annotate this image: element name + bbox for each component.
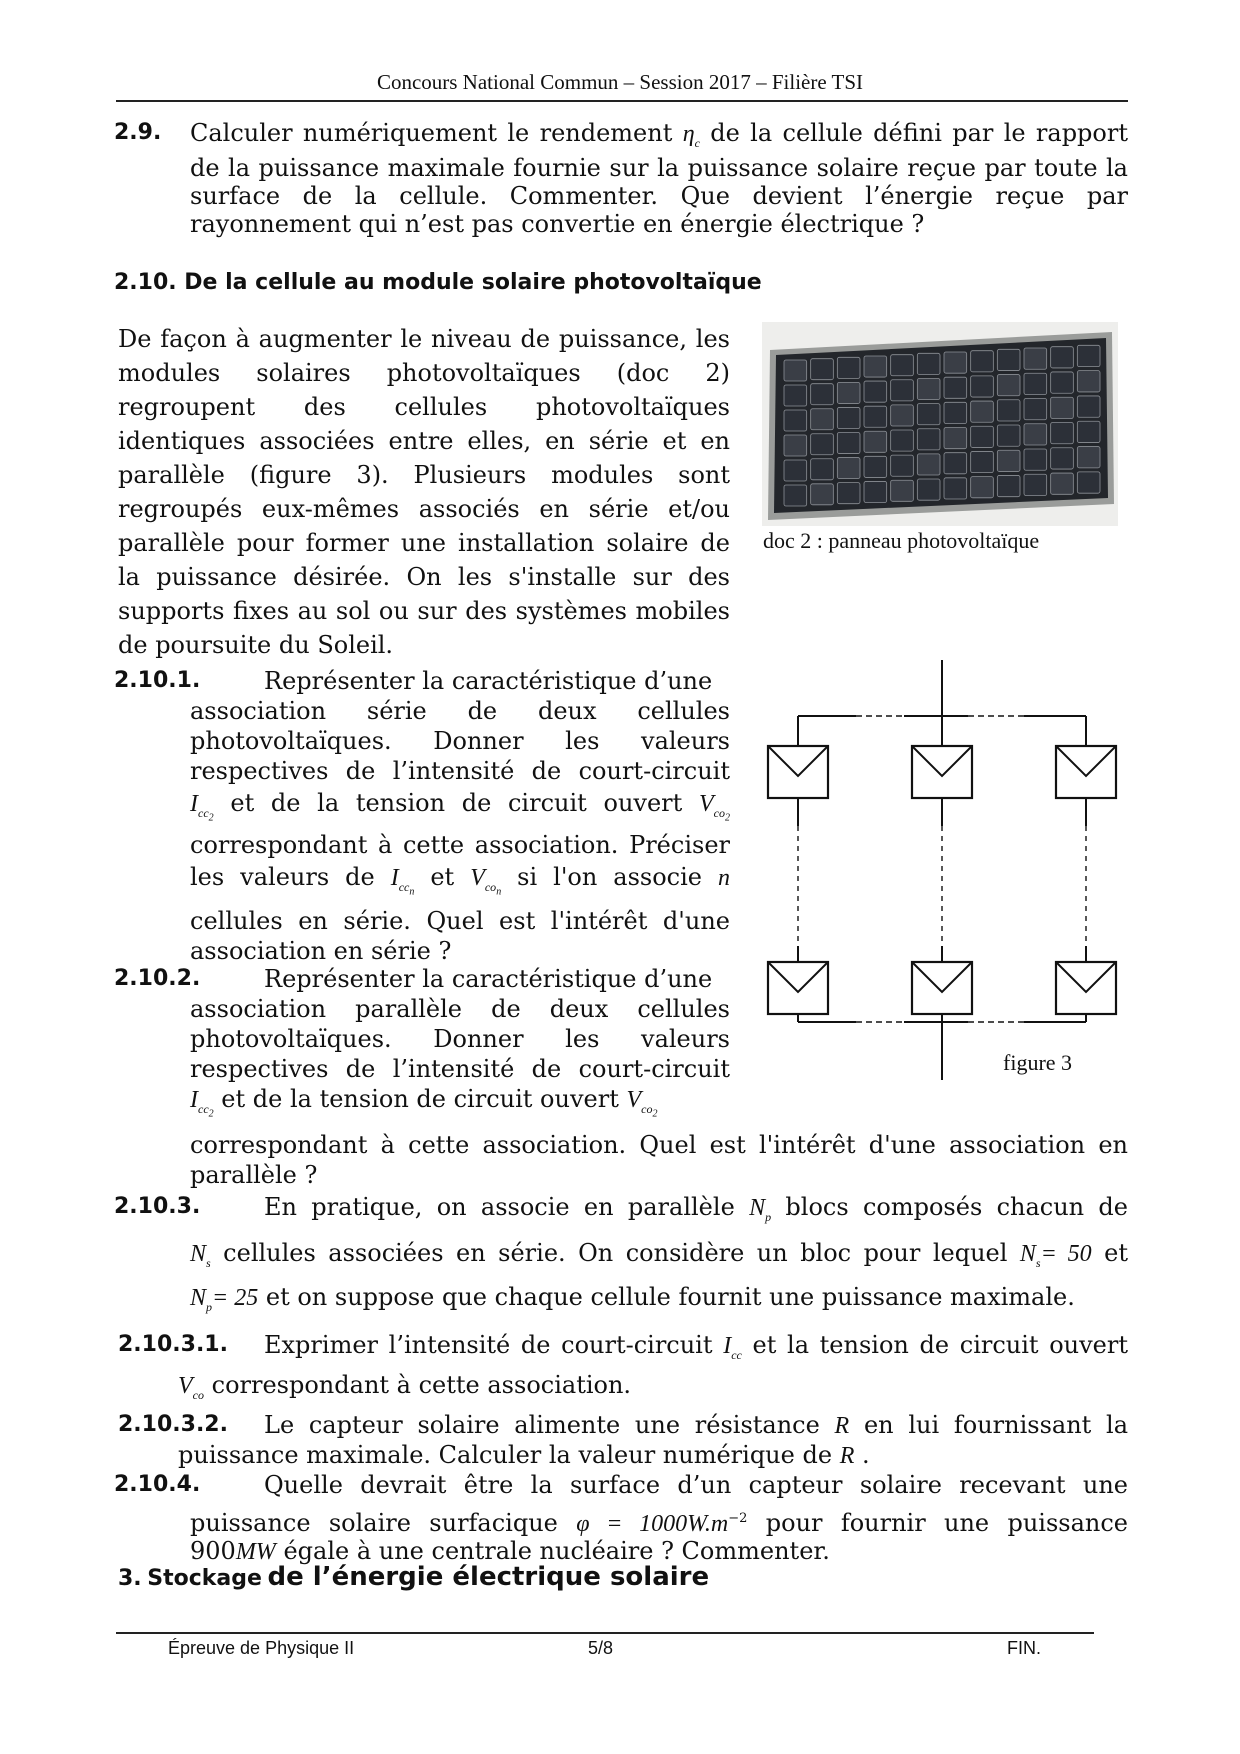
solar-cell [944,377,967,398]
solar-cell [1024,373,1047,394]
q2102-line6: correspondant à cette association. Quel est l'intérêt d'une association en [190,1131,1128,1159]
q2104-line1: Quelle devrait être la surface d’un capteur solaire recevant une [264,1471,1128,1499]
q2101-line8: cellules en série. Quel est l'intérêt d'une [190,907,730,935]
solar-cell [944,453,967,474]
q2102-line2: association parallèle de deux cellules [190,995,730,1023]
solar-cell [1077,371,1100,392]
q2101-number: 2.10.1. [114,668,201,693]
q2103-line2: $N_s$ cellules associées en série. On considère un bloc pour lequel $N_s= 50$ et [190,1239,1128,1270]
q2104-line2: puissance solaire surfacique $\varphi = 1000W.m^{-2}$ pour fournir une puissance [190,1509,1129,1537]
q2101-line3: photovoltaïques. Donner les valeurs [190,727,730,755]
q2101-line2: association série de deux cellules [190,697,730,725]
solar-cell [997,475,1020,496]
cell-branches [768,716,1116,1022]
solar-cell [944,402,967,423]
solar-cell [837,483,860,504]
q2101-line6: correspondant à cette association. Préciser [190,831,730,859]
solar-cell [864,481,887,502]
solar-cell [784,460,807,481]
q29-text: de la puissance maximale fournie sur la puissance solaire reçue par toute la surface de la cellule. Commenter. Que devient l’énergie reçue par rayonnement qui n’est pas convertie en énergie électrique ? [190,154,1128,238]
header-rule [116,100,1128,102]
q2102-line4: respectives de l’intensité de court-circuit [190,1055,730,1083]
figure-3-circuit [756,660,1136,1080]
solar-cell [837,458,860,479]
solar-cell [811,384,834,405]
figure3-caption: figure 3 [1003,1050,1073,1075]
solar-cell [917,378,940,399]
solar-cell [891,430,914,451]
q21032-line1: Le capteur solaire alimente une résistance R en lui fournissant la [264,1411,1129,1439]
doc2-caption: doc 2 : panneau photovoltaïque [763,528,1040,553]
solar-cell [811,434,834,455]
footer-right: FIN. [1007,1638,1041,1658]
q2102-number: 2.10.2. [114,966,201,991]
q2103-line1: En pratique, on associe en parallèle $N_p$ blocs composés chacun de [264,1193,1129,1224]
solar-cell [997,450,1020,471]
solar-cell [944,428,967,449]
solar-cell [891,480,914,501]
solar-cell [917,429,940,450]
solar-cell [997,425,1020,446]
q2101-line9: association en série ? [190,937,452,965]
solar-cell [997,375,1020,396]
pv-diode-mark [768,962,828,992]
solar-cell [971,426,994,447]
solar-cell [1077,396,1100,417]
solar-cell [784,435,807,456]
solar-cell [1024,399,1047,420]
q2101-line5: $I_{cc_2}$ et de la tension de circuit ouvert $V_{co_2}$ [190,789,730,824]
solar-cell [891,380,914,401]
solar-cell [1051,372,1074,393]
solar-cell [864,456,887,477]
q21032-line2: puissance maximale. Calculer la valeur numérique de R . [178,1441,870,1469]
solar-cell [1024,474,1047,495]
solar-cell [811,409,834,430]
solar-cell [997,349,1020,370]
q2104-number: 2.10.4. [114,1472,201,1497]
q21031-line1: Exprimer l’intensité de court-circuit $I_{cc}$ et la tension de circuit ouvert [264,1331,1129,1362]
solar-cell [837,357,860,378]
solar-cell [971,401,994,422]
solar-cell [864,431,887,452]
page-header: Concours National Commun – Session 2017 – Filière TSI [376,70,864,94]
solar-cell [971,451,994,472]
q2103-number: 2.10.3. [114,1194,201,1219]
footer-rule [116,1632,1094,1634]
solar-cell [917,353,940,374]
solar-cell [1051,423,1074,444]
solar-panel-image [762,322,1118,526]
solar-cell [1077,447,1100,468]
solar-cell [1024,424,1047,445]
q2101-line4: respectives de l’intensité de court-circuit [190,757,730,785]
solar-cell [784,360,807,381]
section-2-10-title: 2.10. De la cellule au module solaire photovoltaïque [114,270,762,295]
solar-cell [837,382,860,403]
footer-left: Épreuve de Physique II [168,1638,355,1658]
q2104-line3: 900MW égale à une centrale nucléaire ? Commenter. [190,1537,830,1565]
section-3-title: 3. Stockage de l’énergie électrique solaire [118,1562,710,1592]
q2102-line5: $I_{cc_2}$ et de la tension de circuit ouvert $V_{co_2}$ [190,1085,658,1120]
solar-cell [784,410,807,431]
solar-cell [811,484,834,505]
solar-cell [1051,448,1074,469]
solar-cell [864,356,887,377]
solar-cell [1077,421,1100,442]
q2102-line1: Représenter la caractéristique d’une [264,965,713,993]
solar-cell [811,459,834,480]
q21031-number: 2.10.3.1. [118,1332,228,1357]
solar-cell [1051,397,1074,418]
q2102-line7: parallèle ? [190,1161,318,1189]
section-2-10-intro: De façon à augmenter le niveau de puissance, les modules solaires photovoltaïques (doc 2) regroupent des cellules photovoltaïques identiques associées entre elles, en série et en parallèle (figure 3). Plusieurs modules sont regroupés eux-mêmes associés en série et/ou parallèle pour former une installation solaire de la puissance désirée. On les s'installe sur des supports fixes au sol ou sur des systèmes mobiles de poursuite du Soleil. [118,325,730,659]
solar-cell [1077,472,1100,493]
solar-cell [917,479,940,500]
q21032-number: 2.10.3.2. [118,1412,228,1437]
q29-line1: Calculer numériquement le rendement $\eta_c$ de la cellule défini par le rapport [190,119,1128,150]
q2101-line1: Représenter la caractéristique d’une [264,667,713,695]
solar-cell [971,351,994,372]
q2103-line3: $N_p= 25$ et on suppose que chaque cellule fournit une puissance maximale. [190,1283,1075,1314]
q2102-line3: photovoltaïques. Donner les valeurs [190,1025,730,1053]
q2101-line7: les valeurs de $I_{cc_n}$ et $V_{co_n}$ si l'on associe n [190,863,730,898]
solar-cell [891,455,914,476]
solar-cell [837,407,860,428]
solar-cell [891,355,914,376]
solar-cell [784,485,807,506]
solar-cell [1077,345,1100,366]
solar-cell [1051,473,1074,494]
page-number: 5/8 [588,1638,614,1658]
solar-cell [864,381,887,402]
solar-cell [971,376,994,397]
solar-cell [917,404,940,425]
solar-cell [837,433,860,454]
solar-cell [891,405,914,426]
solar-cell [997,400,1020,421]
pv-diode-mark [768,746,828,776]
solar-cell [971,477,994,498]
solar-cell [917,454,940,475]
solar-cell [864,406,887,427]
solar-cell [811,359,834,380]
pv-diode-mark [1056,746,1116,776]
solar-cell [944,352,967,373]
solar-cell [944,478,967,499]
solar-cell [1024,449,1047,470]
pv-diode-mark [912,746,972,776]
pv-diode-mark [1056,962,1116,992]
q21031-line2: $V_{co}$ correspondant à cette association. [178,1371,632,1402]
pv-diode-mark [912,962,972,992]
solar-cell [1024,348,1047,369]
solar-cell [1051,347,1074,368]
q29-number: 2.9. [114,120,162,145]
solar-cell [784,385,807,406]
